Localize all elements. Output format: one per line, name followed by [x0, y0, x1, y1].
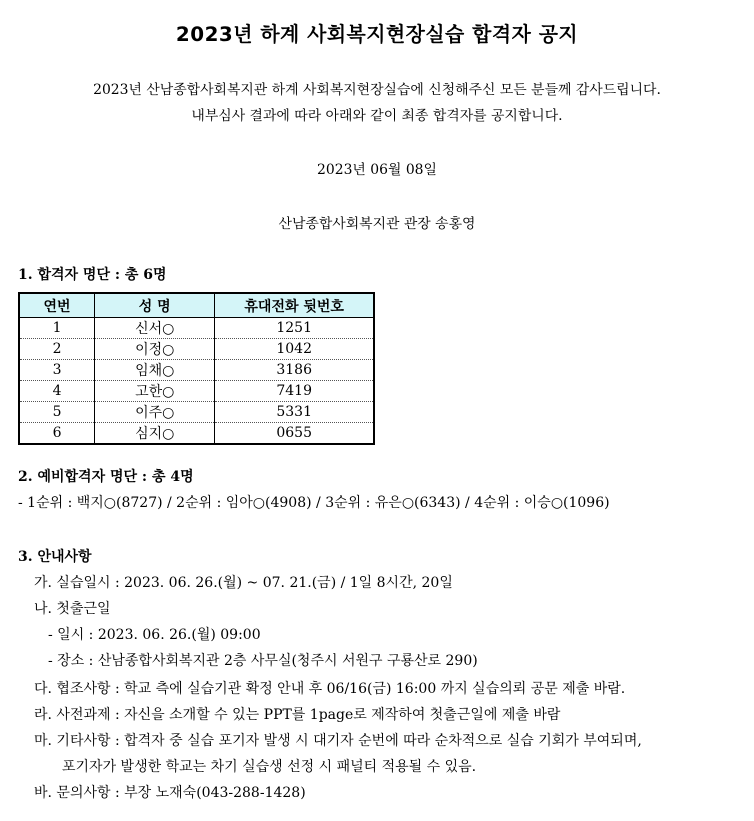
page-title: 2023년 하계 사회복지현장실습 합격자 공지 — [175, 23, 579, 46]
section-2-heading: 2. 예비합격자 명단 : 총 4명 — [18, 469, 194, 485]
table-header-row — [19, 293, 374, 318]
column-header: 성 명 — [95, 293, 215, 318]
table-row — [19, 423, 374, 445]
info-item: 라. 사전과제 : 자신을 소개할 수 있는 PPT를 1page로 제작하여 첫출근일에 제출 바람 — [34, 707, 561, 723]
info-item: 마. 기타사항 : 합격자 중 실습 포기자 발생 시 대기자 순번에 따라 순차적으로 실습 기회가 부여되며, — [34, 733, 642, 749]
info-item: 가. 실습일시 : 2023. 06. 26.(월) ~ 07. 21.(금) / 1일 8시간, 20일 — [34, 575, 453, 591]
table-cell: 3186 — [215, 360, 374, 381]
table-cell: 6 — [19, 423, 95, 445]
table-cell: 7419 — [215, 381, 374, 402]
column-header: 연번 — [19, 293, 95, 318]
info-subitem: - 장소 : 산남종합사회복지관 2층 사무실(청주시 서원구 구룡산로 290) — [48, 653, 478, 669]
table-row — [19, 339, 374, 360]
info-item-continuation: 포기자가 발생한 학교는 차기 실습생 선정 시 패널티 적용될 수 있음. — [62, 759, 477, 775]
notice-date: 2023년 06월 08일 — [317, 162, 437, 178]
table-cell: 1251 — [215, 318, 374, 339]
section-3-heading: 3. 안내사항 — [18, 549, 92, 565]
table-cell: 임채○ — [95, 360, 215, 381]
table-cell: 5 — [19, 402, 95, 423]
column-header: 휴대전화 뒷번호 — [215, 293, 374, 318]
table-cell: 1042 — [215, 339, 374, 360]
info-subitem: - 일시 : 2023. 06. 26.(월) 09:00 — [48, 627, 261, 643]
table-row — [19, 402, 374, 423]
signer: 산남종합사회복지관 관장 송홍영 — [278, 216, 476, 232]
table-cell: 1 — [19, 318, 95, 339]
table-cell: 2 — [19, 339, 95, 360]
table-cell: 3 — [19, 360, 95, 381]
section-1-heading: 1. 합격자 명단 : 총 6명 — [18, 267, 167, 283]
table-cell: 4 — [19, 381, 95, 402]
info-item: 바. 문의사항 : 부장 노재숙(043-288-1428) — [34, 785, 306, 801]
intro-line-1: 2023년 산남종합사회복지관 하계 사회복지현장실습에 신청해주신 모든 분들께 감사드립니다. — [93, 82, 661, 98]
table-cell: 이정○ — [95, 339, 215, 360]
info-item: 다. 협조사항 : 학교 측에 실습기관 확정 안내 후 06/16(금) 16:00 까지 실습의뢰 공문 제출 바람. — [34, 681, 626, 697]
table-row — [19, 318, 374, 339]
table-cell: 신서○ — [95, 318, 215, 339]
table-cell: 이주○ — [95, 402, 215, 423]
table-row — [19, 381, 374, 402]
intro-line-2: 내부심사 결과에 따라 아래와 같이 최종 합격자를 공지합니다. — [191, 108, 563, 124]
waitlist-line: - 1순위 : 백지○(8727) / 2순위 : 임아○(4908) / 3순위 : 유은○(6343) / 4순위 : 이승○(1096) — [18, 495, 610, 511]
table-cell: 0655 — [215, 423, 374, 445]
table-cell: 고한○ — [95, 381, 215, 402]
table-cell: 5331 — [215, 402, 374, 423]
info-item: 나. 첫출근일 — [34, 601, 111, 617]
table-cell: 심지○ — [95, 423, 215, 445]
accepted-table — [18, 292, 375, 445]
table-row — [19, 360, 374, 381]
